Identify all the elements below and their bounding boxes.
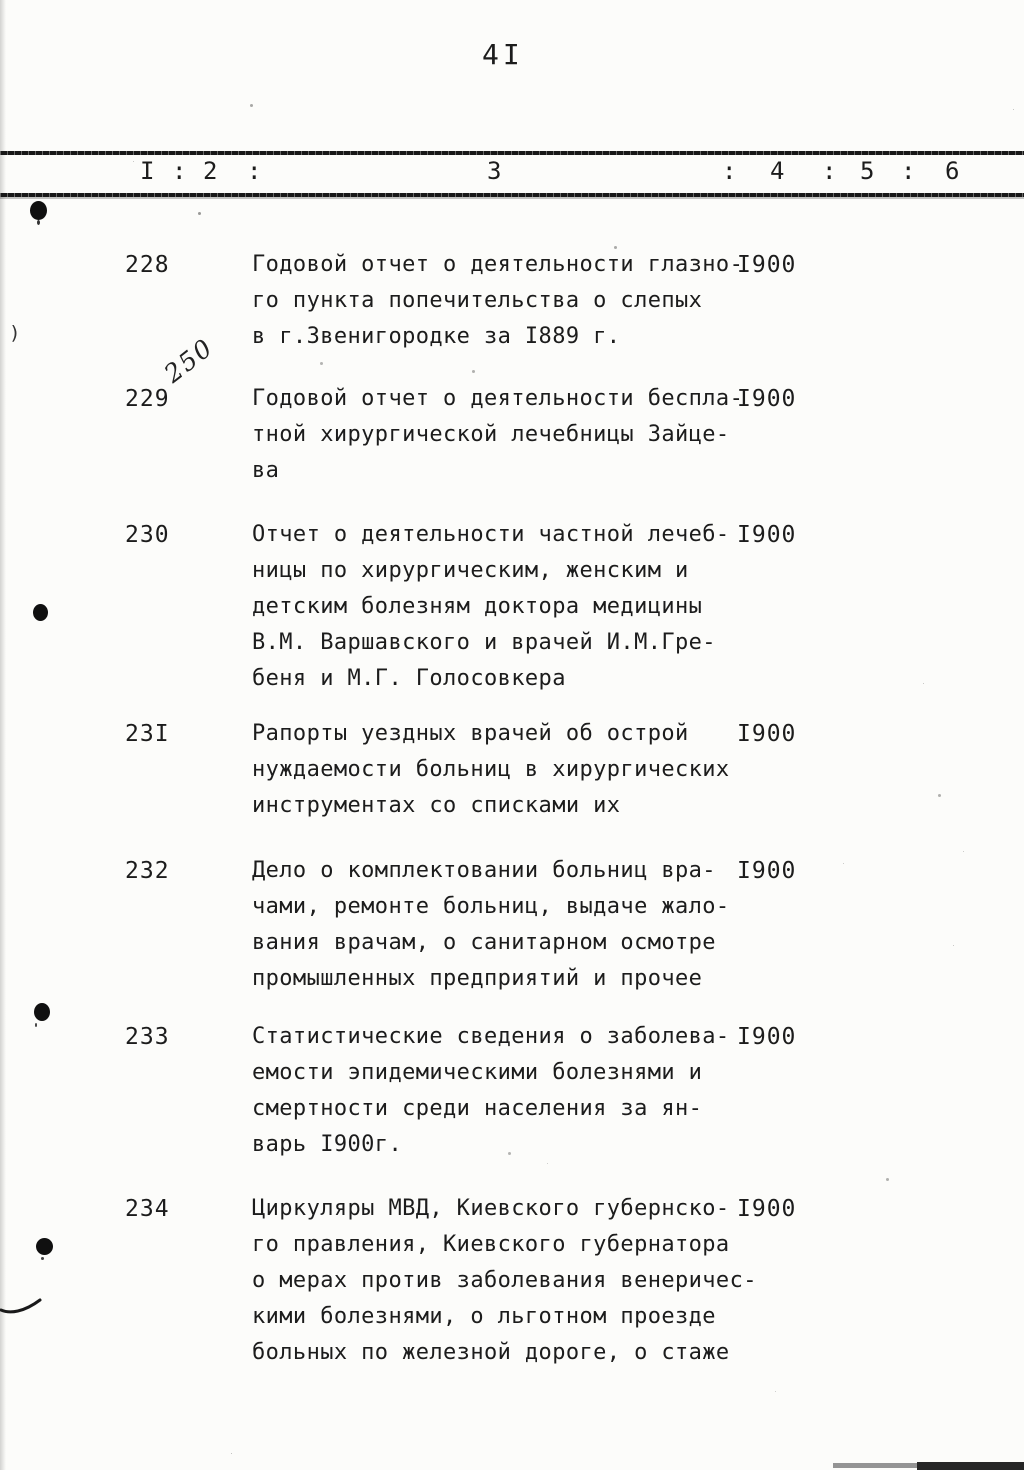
ink-blot — [34, 1003, 50, 1021]
entry-description-line: го пункта попечительства о слепых — [252, 288, 703, 313]
entry-description-line: Годовой отчет о деятельности беспла- — [252, 386, 744, 411]
entry-year: I900 — [737, 252, 797, 278]
entry-number: 233 — [125, 1024, 170, 1050]
entry-description — [252, 1196, 772, 1376]
entry-description-line: кими болезнями, о льготном проезде — [252, 1304, 716, 1329]
entry-description — [252, 386, 772, 494]
entry-description — [252, 522, 772, 702]
entry-number: 229 — [125, 386, 170, 412]
column-header-5: 5 — [860, 157, 875, 185]
entry-description — [252, 858, 772, 1002]
entry-description — [252, 1024, 772, 1168]
entry-description-line: ва — [252, 458, 280, 483]
entry-year: I900 — [737, 1024, 797, 1050]
page-number: 4I — [482, 38, 524, 71]
entry-number: 234 — [125, 1196, 170, 1222]
entry-description-line: Циркуляры МВД, Киевского губернско- — [252, 1196, 730, 1221]
entry-description-line: В.М. Варшавского и врачей И.М.Гре- — [252, 630, 716, 655]
entry-description-line: промышленных предприятий и прочее — [252, 966, 703, 991]
pen-stroke-mark — [0, 1293, 44, 1317]
scan-artifact-bar — [917, 1462, 1024, 1470]
paper-speckles — [250, 104, 253, 107]
entry-year: I900 — [737, 1196, 797, 1222]
entry-number: 230 — [125, 522, 170, 548]
column-separator: : — [822, 157, 837, 185]
scan-edge-shadow — [0, 0, 6, 1470]
entry-description-line: Отчет о деятельности частной лечеб- — [252, 522, 730, 547]
entry-number: 228 — [125, 252, 170, 278]
column-separator: : — [722, 157, 737, 185]
entry-description-line: тной хирургической лечебницы Зайце- — [252, 422, 730, 447]
ink-blot — [36, 1238, 53, 1255]
entry-description-line: Годовой отчет о деятельности глазно- — [252, 252, 744, 277]
paren-mark: ) — [9, 322, 21, 344]
entry-year: I900 — [737, 522, 797, 548]
entry-description-line: больных по железной дороге, о стаже — [252, 1340, 730, 1365]
column-separator: : — [247, 157, 262, 185]
table-header-bottom-rule — [0, 193, 1024, 197]
entry-description-line: варь I900г. — [252, 1132, 403, 1157]
column-header-4: 4 — [770, 157, 785, 185]
entry-description-line: инструментах со списками их — [252, 793, 621, 818]
entry-description-line: чами, ремонте больниц, выдаче жало- — [252, 894, 730, 919]
entry-year: I900 — [737, 721, 797, 747]
entry-description-line: го правления, Киевского губернатора — [252, 1232, 730, 1257]
ink-blot — [33, 604, 48, 621]
entry-description-line: детским болезням доктора медицины — [252, 594, 703, 619]
entry-description — [252, 252, 772, 360]
scan-artifact-bar — [833, 1463, 919, 1468]
entry-description-line: смертности среди населения за ян- — [252, 1096, 703, 1121]
column-separator: : — [172, 157, 187, 185]
entry-description-line: Статистические сведения о заболева- — [252, 1024, 730, 1049]
entry-description-line: Рапорты уездных врачей об острой — [252, 721, 689, 746]
entry-description — [252, 721, 772, 829]
column-header-2: 2 — [203, 157, 218, 185]
handwritten-annotation: 250 — [158, 332, 219, 389]
entry-description-line: ницы по хирургическим, женским и — [252, 558, 689, 583]
entry-year: I900 — [737, 858, 797, 884]
entry-year: I900 — [737, 386, 797, 412]
entry-description-line: нуждаемости больниц в хирургических — [252, 757, 730, 782]
column-header-6: 6 — [945, 157, 960, 185]
entry-description-line: емости эпидемическими болезнями и — [252, 1060, 703, 1085]
table-header-top-rule — [0, 151, 1024, 155]
ink-blot — [30, 201, 47, 220]
entry-description-line: Дело о комплектовании больниц вра- — [252, 858, 716, 883]
column-separator: : — [901, 157, 916, 185]
entry-number: 232 — [125, 858, 170, 884]
entry-number: 23I — [125, 721, 170, 747]
entry-description-line: о мерах против заболевания венеричес- — [252, 1268, 757, 1293]
entry-description-line: вания врачам, о санитарном осмотре — [252, 930, 716, 955]
entry-description-line: в г.Звенигородке за I889 г. — [252, 324, 621, 349]
entry-description-line: беня и М.Г. Голосовкера — [252, 666, 566, 691]
column-header-1: I — [140, 157, 155, 185]
column-header-3: 3 — [487, 157, 502, 185]
